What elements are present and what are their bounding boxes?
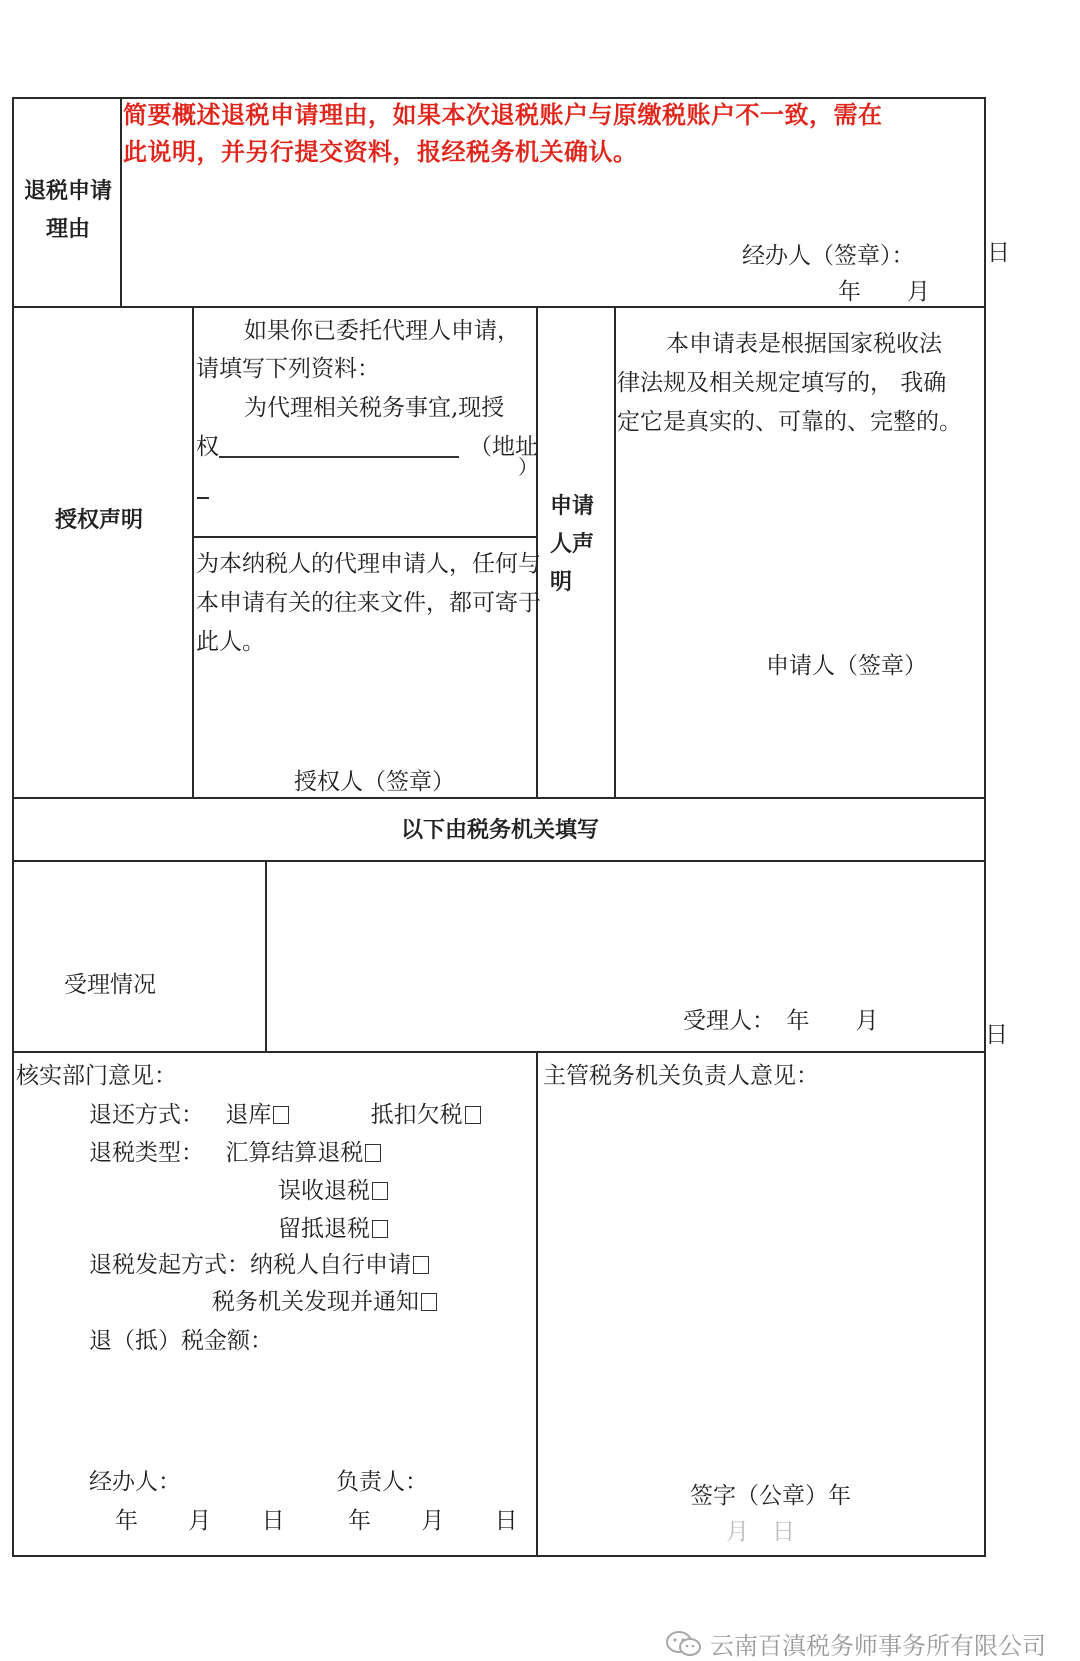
applicant-text-line1: 本申请表是根据国家税收法 bbox=[666, 331, 942, 357]
reason-hint-line2: 此说明，并另行提交资料，报经税务机关确认。 bbox=[123, 137, 638, 166]
wechat-icon bbox=[664, 1629, 704, 1659]
authority-month-day: 月 日 bbox=[726, 1519, 795, 1545]
init-authority-checkbox[interactable] bbox=[421, 1293, 437, 1311]
reason-label-line1: 退税申请 bbox=[23, 179, 112, 204]
auth-line4-suffix: （地址 bbox=[469, 434, 538, 460]
initiation-row bbox=[89, 1250, 429, 1280]
auth-signer: 授权人（签章） bbox=[294, 769, 455, 795]
auth-line1: 如果你已委托代理人申请， bbox=[244, 318, 520, 344]
watermark-text: 云南百滇税务师事务所有限公司 bbox=[710, 1632, 1046, 1660]
applicant-label-line3: 明 bbox=[550, 570, 573, 595]
type-error-row bbox=[278, 1176, 388, 1206]
type-retained-row bbox=[278, 1214, 388, 1244]
applicant-label-line2: 人声 bbox=[550, 532, 595, 557]
auth-divider-left bbox=[192, 306, 194, 798]
init-self-checkbox[interactable] bbox=[413, 1256, 429, 1274]
refund-method-row bbox=[89, 1100, 481, 1130]
authorization-label: 授权声明 bbox=[55, 508, 144, 533]
reason-label bbox=[19, 173, 117, 249]
applicant-text-line3: 定它是真实的、可靠的、完整的。 bbox=[617, 409, 962, 435]
auth-line4 bbox=[196, 432, 538, 462]
table-bottom-border bbox=[13, 1555, 985, 1557]
reason-year-month: 年 月 bbox=[838, 279, 930, 305]
row-divider-4 bbox=[13, 1051, 985, 1053]
tax-section-title: 以下由税务机关填写 bbox=[400, 818, 599, 843]
refund-method-label: 退还方式： bbox=[89, 1102, 204, 1128]
offset-arrears-checkbox[interactable] bbox=[465, 1106, 481, 1124]
auth-line3: 为代理相关税务事宜,现授 bbox=[244, 395, 505, 421]
type-error-label: 误收退税 bbox=[278, 1178, 370, 1204]
reason-handler-signature: 经办人（签章）： bbox=[742, 243, 915, 269]
authority-opinion-title: 主管税务机关负责人意见： bbox=[543, 1063, 819, 1089]
reason-label-line2: 理由 bbox=[45, 217, 90, 242]
init-authority-row bbox=[212, 1287, 437, 1317]
type-settlement-label: 汇算结算退税 bbox=[225, 1140, 364, 1166]
handler-date: 年 月 日 bbox=[115, 1508, 285, 1534]
responsible-date: 年 月 日 bbox=[348, 1508, 518, 1534]
row-divider-2 bbox=[13, 797, 985, 799]
applicant-signer: 申请人（签章） bbox=[766, 653, 927, 679]
acceptance-divider bbox=[265, 860, 267, 1052]
agent-name-blank[interactable] bbox=[219, 436, 459, 458]
verification-handler: 经办人： bbox=[89, 1469, 181, 1495]
initiation-label: 退税发起方式： bbox=[89, 1252, 250, 1278]
acceptance-label: 受理情况 bbox=[64, 972, 156, 998]
opinion-divider bbox=[536, 1051, 538, 1556]
acceptance-day: 日 bbox=[985, 1022, 1008, 1048]
reason-hint-line1: 简要概述退税申请理由，如果本次退税账户与原缴税账户不一致，需在 bbox=[123, 100, 883, 129]
auth-line7: 此人。 bbox=[196, 629, 265, 655]
init-self-label: 纳税人自行申请 bbox=[250, 1252, 411, 1278]
table-top-border bbox=[13, 97, 985, 99]
verification-responsible: 负责人： bbox=[336, 1469, 428, 1495]
reason-divider bbox=[120, 97, 122, 307]
row-divider-3 bbox=[13, 860, 985, 862]
applicant-label bbox=[550, 488, 594, 602]
init-authority-label: 税务机关发现并通知 bbox=[212, 1289, 419, 1315]
refund-treasury-checkbox[interactable] bbox=[273, 1106, 289, 1124]
auth-line4-paren: ） bbox=[518, 455, 538, 479]
type-error-checkbox[interactable] bbox=[372, 1182, 388, 1200]
refund-treasury-label: 退库 bbox=[225, 1102, 272, 1128]
type-retained-label: 留抵退税 bbox=[278, 1216, 370, 1242]
auth-line5: 为本纳税人的代理申请人，任何与 bbox=[196, 551, 541, 577]
watermark bbox=[664, 1626, 1046, 1661]
reason-day: 日 bbox=[987, 240, 1010, 266]
refund-type-label: 退税类型： bbox=[89, 1140, 204, 1166]
acceptance-receiver: 受理人： 年 月 bbox=[683, 1008, 879, 1034]
type-retained-checkbox[interactable] bbox=[372, 1220, 388, 1238]
applicant-text-line2: 律法规及相关规定填写的， 我确 bbox=[617, 370, 947, 396]
offset-arrears-label: 抵扣欠税 bbox=[370, 1102, 463, 1128]
auth-line4-prefix: 权 bbox=[196, 434, 219, 460]
address-blank-short[interactable] bbox=[197, 497, 209, 499]
refund-type-row bbox=[89, 1138, 381, 1168]
auth-line2: 请填写下列资料： bbox=[196, 356, 380, 382]
verification-title: 核实部门意见： bbox=[16, 1063, 177, 1089]
refund-amount-label: 退（抵）税金额： bbox=[89, 1328, 273, 1354]
auth-line6: 本申请有关的往来文件，都可寄于 bbox=[196, 590, 541, 616]
auth-underline-long bbox=[194, 536, 536, 538]
authority-sign: 签字（公章）年 bbox=[690, 1483, 851, 1509]
applicant-divider bbox=[614, 306, 616, 798]
applicant-label-line1: 申请 bbox=[550, 494, 595, 519]
type-settlement-checkbox[interactable] bbox=[365, 1144, 381, 1162]
